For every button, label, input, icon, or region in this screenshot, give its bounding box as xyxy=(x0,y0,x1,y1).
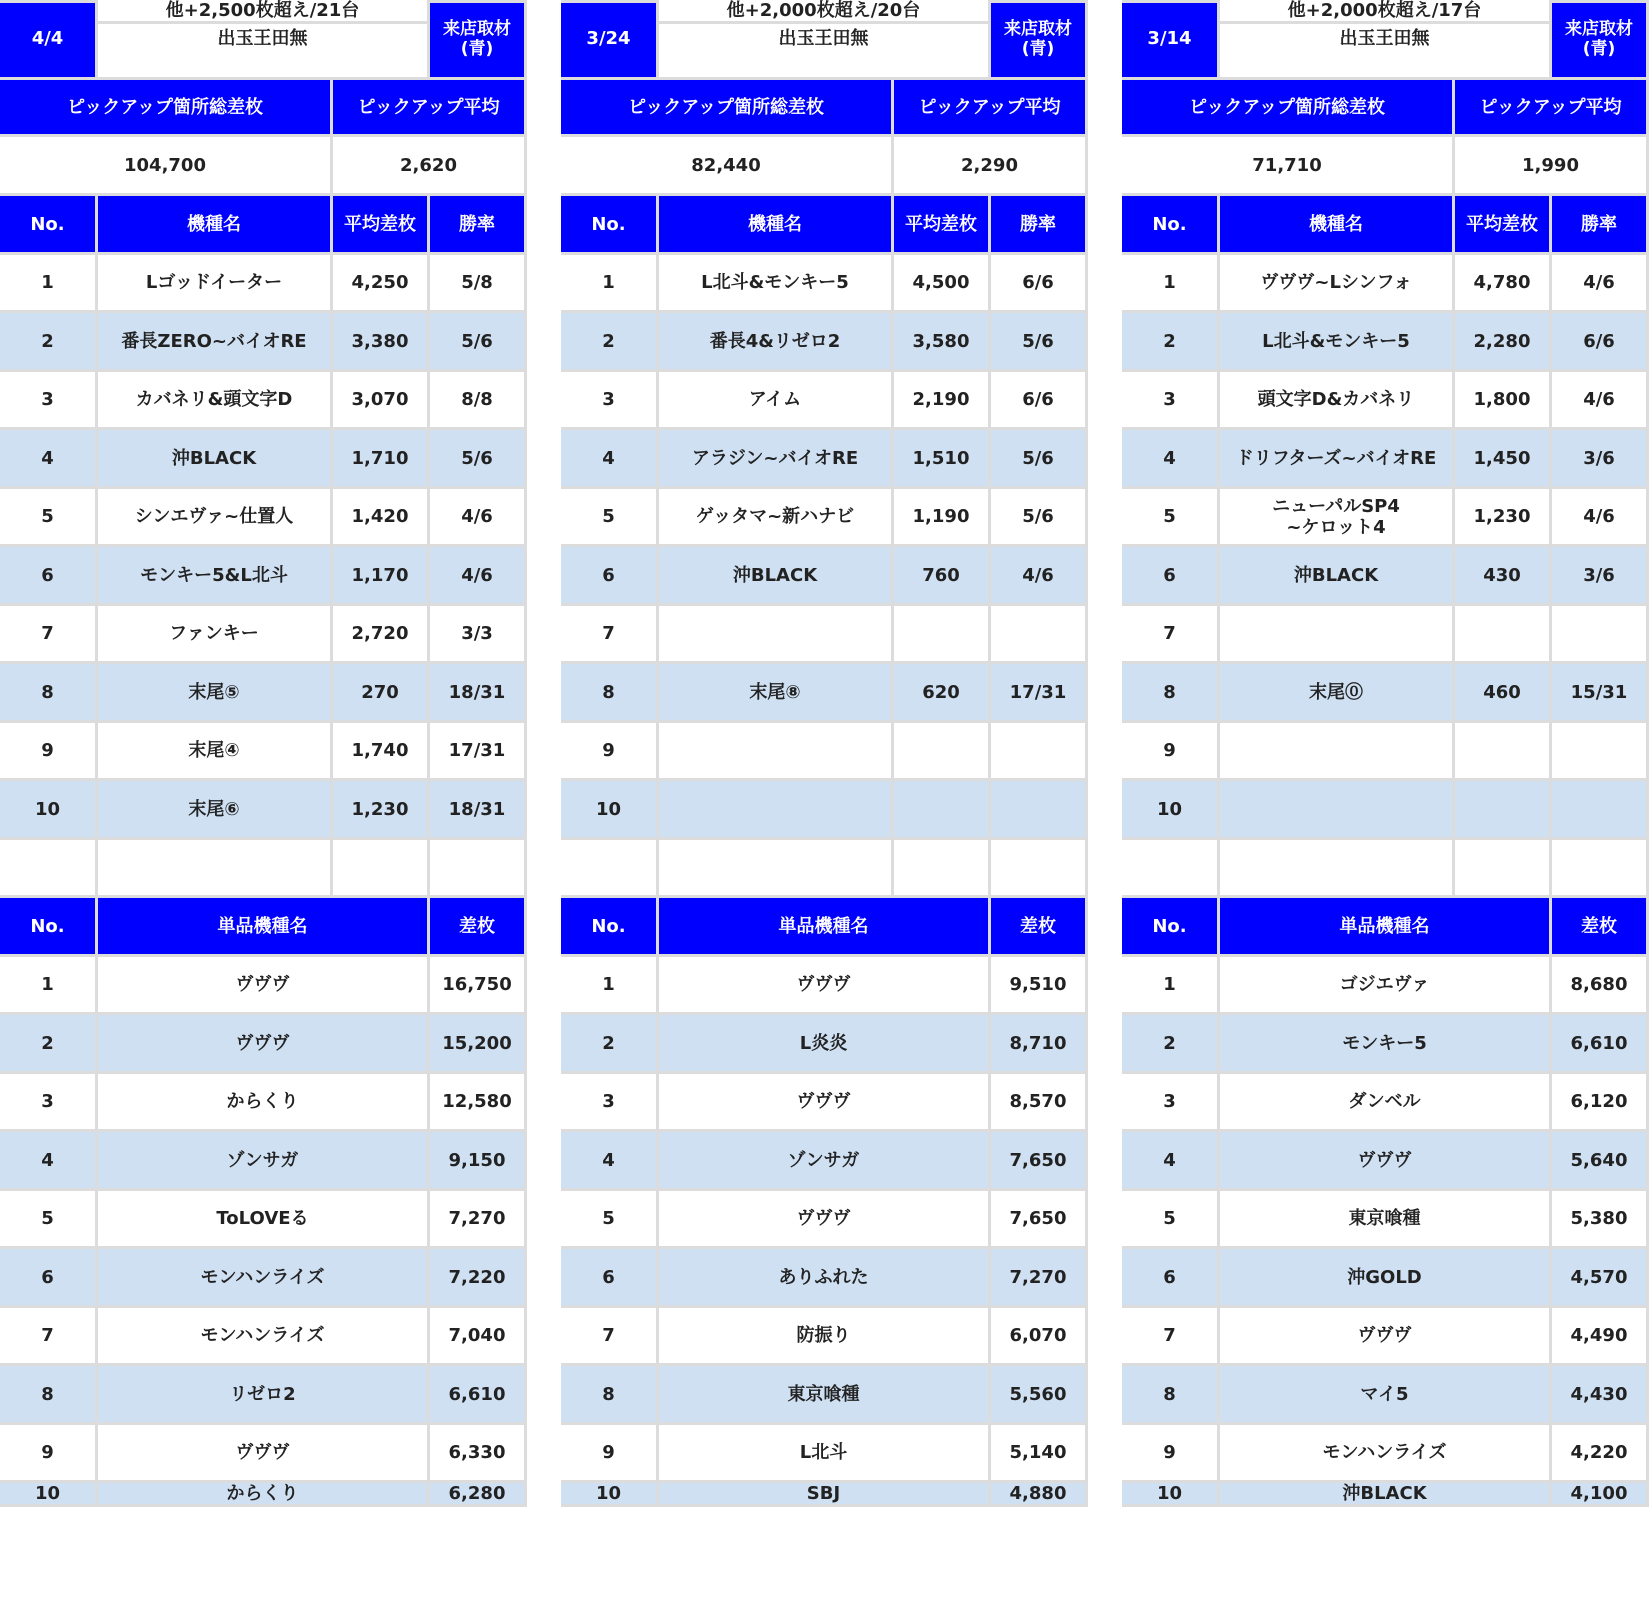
pickup-row-avg: 2,190 xyxy=(894,372,991,430)
pickup-row-avg: 1,510 xyxy=(894,430,991,489)
pickup-row-avg: 760 xyxy=(894,547,991,606)
pickup-row-no: 8 xyxy=(0,664,98,723)
col-header-model: 機種名 xyxy=(1220,196,1455,255)
pickup-row-no: 4 xyxy=(0,430,98,489)
col-header-no: No. xyxy=(561,196,659,255)
single-row-no: 6 xyxy=(0,1249,98,1308)
single-row-no: 1 xyxy=(1122,957,1220,1015)
blank-cell xyxy=(1455,840,1552,898)
pickup-row-rate: 18/31 xyxy=(430,781,527,840)
single-row-no: 2 xyxy=(0,1015,98,1074)
pickup-row-avg: 1,170 xyxy=(333,547,430,606)
col-header-win-rate: 勝率 xyxy=(991,196,1088,255)
footer-note: 他+2,000枚超え/20台 xyxy=(659,0,991,24)
single-row-diff: 6,070 xyxy=(991,1308,1088,1366)
blank-cell xyxy=(430,840,527,898)
single-row-diff: 6,280 xyxy=(430,1483,527,1507)
footer-blank xyxy=(1552,0,1649,3)
pickup-row-avg: 270 xyxy=(333,664,430,723)
pickup-row-no: 1 xyxy=(561,255,659,313)
single-row-model: マイ5 xyxy=(1220,1366,1552,1425)
pickup-row-no: 5 xyxy=(561,489,659,547)
blank-cell xyxy=(659,840,894,898)
pickup-row-model: カバネリ&頭文字D xyxy=(98,372,333,430)
single-row-no: 7 xyxy=(0,1308,98,1366)
pickup-row-rate: 4/6 xyxy=(991,547,1088,606)
single-row-diff: 5,640 xyxy=(1552,1132,1649,1191)
single-row-model: ヴヴヴ xyxy=(98,1425,430,1483)
single-row-no: 9 xyxy=(561,1425,659,1483)
pickup-row-model: 沖BLACK xyxy=(98,430,333,489)
pickup-row-model: L北斗&モンキー5 xyxy=(659,255,894,313)
single-row-no: 3 xyxy=(0,1074,98,1132)
pickup-row-model: モンキー5&L北斗 xyxy=(98,547,333,606)
pickup-row-model: 番長ZERO~バイオRE xyxy=(98,313,333,372)
pickup-row-avg: 2,720 xyxy=(333,606,430,664)
pickup-row-no: 9 xyxy=(561,723,659,781)
pickup-row-model xyxy=(1220,723,1455,781)
pickup-row-avg: 3,580 xyxy=(894,313,991,372)
single-header-diff: 差枚 xyxy=(1552,898,1649,957)
pickup-row-model: ファンキー xyxy=(98,606,333,664)
pickup-row-rate: 4/6 xyxy=(430,547,527,606)
pickup-row-avg xyxy=(1455,781,1552,840)
single-row-model: 東京喰種 xyxy=(1220,1191,1552,1249)
single-row-no: 10 xyxy=(0,1483,98,1507)
pickup-row-rate: 5/6 xyxy=(430,430,527,489)
pickup-row-rate: 4/6 xyxy=(1552,372,1649,430)
pickup-row-avg xyxy=(894,723,991,781)
single-row-diff: 6,610 xyxy=(1552,1015,1649,1074)
pickup-row-rate: 5/8 xyxy=(430,255,527,313)
pickup-row-no: 9 xyxy=(0,723,98,781)
single-header-diff: 差枚 xyxy=(991,898,1088,957)
single-row-no: 4 xyxy=(0,1132,98,1191)
pickup-row-model: ドリフターズ~バイオRE xyxy=(1220,430,1455,489)
single-row-diff: 16,750 xyxy=(430,957,527,1015)
col-header-win-rate: 勝率 xyxy=(1552,196,1649,255)
pickup-row-rate: 4/6 xyxy=(1552,489,1649,547)
pickup-row-avg: 1,800 xyxy=(1455,372,1552,430)
single-row-no: 1 xyxy=(0,957,98,1015)
pickup-row-rate: 5/6 xyxy=(991,430,1088,489)
pickup-row-no: 2 xyxy=(561,313,659,372)
report-panel xyxy=(0,0,532,1606)
col-header-avg-diff: 平均差枚 xyxy=(1455,196,1552,255)
pickup-row-model xyxy=(659,781,894,840)
pickup-avg-value: 2,620 xyxy=(333,137,527,196)
panel-date: 3/24 xyxy=(561,0,659,80)
single-row-model: ヴヴヴ xyxy=(659,957,991,1015)
pickup-row-no: 10 xyxy=(1122,781,1220,840)
single-row-diff: 7,650 xyxy=(991,1191,1088,1249)
pickup-row-avg: 1,450 xyxy=(1455,430,1552,489)
single-row-diff: 7,270 xyxy=(991,1249,1088,1308)
single-row-no: 8 xyxy=(561,1366,659,1425)
single-row-diff: 7,270 xyxy=(430,1191,527,1249)
single-row-no: 3 xyxy=(561,1074,659,1132)
pickup-row-avg xyxy=(894,781,991,840)
single-row-model: モンキー5 xyxy=(1220,1015,1552,1074)
pickup-row-avg: 4,250 xyxy=(333,255,430,313)
col-header-model: 機種名 xyxy=(98,196,333,255)
single-row-diff: 12,580 xyxy=(430,1074,527,1132)
blank-cell xyxy=(333,840,430,898)
pickup-row-avg: 460 xyxy=(1455,664,1552,723)
pickup-row-avg: 2,280 xyxy=(1455,313,1552,372)
pickup-row-avg xyxy=(1455,723,1552,781)
pickup-row-no: 5 xyxy=(1122,489,1220,547)
single-row-diff: 5,380 xyxy=(1552,1191,1649,1249)
single-header-no: No. xyxy=(1122,898,1220,957)
blank-cell xyxy=(98,840,333,898)
pickup-row-no: 10 xyxy=(561,781,659,840)
pickup-row-no: 1 xyxy=(0,255,98,313)
single-row-diff: 4,430 xyxy=(1552,1366,1649,1425)
pickup-total-value: 82,440 xyxy=(561,137,894,196)
pickup-row-rate: 18/31 xyxy=(430,664,527,723)
single-row-model: ゾンサガ xyxy=(659,1132,991,1191)
pickup-row-no: 8 xyxy=(1122,664,1220,723)
single-row-model: 沖BLACK xyxy=(1220,1483,1552,1507)
pickup-row-rate: 3/6 xyxy=(1552,547,1649,606)
pickup-row-avg: 430 xyxy=(1455,547,1552,606)
pickup-row-model: 頭文字D&カバネリ xyxy=(1220,372,1455,430)
single-row-diff: 6,120 xyxy=(1552,1074,1649,1132)
pickup-row-no: 7 xyxy=(1122,606,1220,664)
pickup-row-avg: 1,740 xyxy=(333,723,430,781)
single-row-no: 10 xyxy=(561,1483,659,1507)
store-name: 出玉王田無 xyxy=(98,0,430,80)
pickup-row-rate: 5/6 xyxy=(430,313,527,372)
single-row-diff: 4,490 xyxy=(1552,1308,1649,1366)
single-row-no: 5 xyxy=(0,1191,98,1249)
pickup-row-rate: 6/6 xyxy=(991,372,1088,430)
pickup-row-avg: 3,070 xyxy=(333,372,430,430)
col-header-no: No. xyxy=(0,196,98,255)
pickup-row-avg: 3,380 xyxy=(333,313,430,372)
pickup-row-no: 4 xyxy=(1122,430,1220,489)
single-row-diff: 6,330 xyxy=(430,1425,527,1483)
col-header-win-rate: 勝率 xyxy=(430,196,527,255)
pickup-row-model xyxy=(659,606,894,664)
single-row-model: ヴヴヴ xyxy=(98,1015,430,1074)
pickup-avg-header: ピックアップ平均 xyxy=(333,80,527,137)
single-row-diff: 4,570 xyxy=(1552,1249,1649,1308)
pickup-row-no: 8 xyxy=(561,664,659,723)
coverage-tag: 来店取材 (青) xyxy=(991,0,1088,80)
report-panel xyxy=(1122,0,1651,1606)
single-row-model: モンハンライズ xyxy=(1220,1425,1552,1483)
footer-blank xyxy=(1122,0,1220,3)
pickup-row-model xyxy=(659,723,894,781)
pickup-row-avg xyxy=(894,606,991,664)
single-row-model: 防振り xyxy=(659,1308,991,1366)
single-row-model: ToLOVEる xyxy=(98,1191,430,1249)
single-row-diff: 9,510 xyxy=(991,957,1088,1015)
single-header-diff: 差枚 xyxy=(430,898,527,957)
pickup-avg-header: ピックアップ平均 xyxy=(1455,80,1649,137)
panel-date: 4/4 xyxy=(0,0,98,80)
pickup-row-model: ヴヴヴ~Lシンフォ xyxy=(1220,255,1455,313)
pickup-row-model: 末尾⓪ xyxy=(1220,664,1455,723)
footer-note: 他+2,500枚超え/21台 xyxy=(98,0,430,24)
pickup-row-model: 末尾⑥ xyxy=(98,781,333,840)
pickup-row-model: 沖BLACK xyxy=(1220,547,1455,606)
col-header-avg-diff: 平均差枚 xyxy=(894,196,991,255)
single-row-no: 10 xyxy=(1122,1483,1220,1507)
pickup-row-rate: 17/31 xyxy=(430,723,527,781)
single-row-model: からくり xyxy=(98,1483,430,1507)
single-row-no: 5 xyxy=(1122,1191,1220,1249)
pickup-row-rate: 5/6 xyxy=(991,313,1088,372)
single-row-no: 2 xyxy=(561,1015,659,1074)
col-header-no: No. xyxy=(1122,196,1220,255)
pickup-row-model: 番長4&リゼロ2 xyxy=(659,313,894,372)
single-row-diff: 4,880 xyxy=(991,1483,1088,1507)
single-header-model: 単品機種名 xyxy=(1220,898,1552,957)
single-row-no: 7 xyxy=(1122,1308,1220,1366)
single-row-diff: 7,040 xyxy=(430,1308,527,1366)
single-row-model: ヴヴヴ xyxy=(659,1191,991,1249)
single-row-model: モンハンライズ xyxy=(98,1249,430,1308)
single-row-model: ヴヴヴ xyxy=(98,957,430,1015)
pickup-row-rate xyxy=(991,606,1088,664)
footer-blank xyxy=(991,0,1088,3)
single-row-diff: 7,650 xyxy=(991,1132,1088,1191)
pickup-row-no: 2 xyxy=(0,313,98,372)
pickup-row-no: 6 xyxy=(0,547,98,606)
col-header-avg-diff: 平均差枚 xyxy=(333,196,430,255)
panel-date: 3/14 xyxy=(1122,0,1220,80)
blank-cell xyxy=(1122,840,1220,898)
single-row-model: ヴヴヴ xyxy=(659,1074,991,1132)
blank-cell xyxy=(0,840,98,898)
single-row-no: 1 xyxy=(561,957,659,1015)
pickup-row-no: 3 xyxy=(1122,372,1220,430)
pickup-row-avg: 4,500 xyxy=(894,255,991,313)
pickup-row-no: 6 xyxy=(1122,547,1220,606)
pickup-row-avg: 1,420 xyxy=(333,489,430,547)
single-row-diff: 8,680 xyxy=(1552,957,1649,1015)
pickup-row-rate: 8/8 xyxy=(430,372,527,430)
store-name: 出玉王田無 xyxy=(659,0,991,80)
pickup-row-model: Lゴッドイーター xyxy=(98,255,333,313)
single-row-no: 6 xyxy=(1122,1249,1220,1308)
pickup-total-header: ピックアップ箇所総差枚 xyxy=(1122,80,1455,137)
pickup-row-rate: 4/6 xyxy=(1552,255,1649,313)
single-row-model: からくり xyxy=(98,1074,430,1132)
pickup-row-rate: 17/31 xyxy=(991,664,1088,723)
single-row-model: SBJ xyxy=(659,1483,991,1507)
pickup-row-avg: 1,190 xyxy=(894,489,991,547)
pickup-row-avg: 4,780 xyxy=(1455,255,1552,313)
pickup-row-no: 2 xyxy=(1122,313,1220,372)
single-row-no: 2 xyxy=(1122,1015,1220,1074)
single-row-no: 9 xyxy=(0,1425,98,1483)
single-row-model: モンハンライズ xyxy=(98,1308,430,1366)
single-row-no: 6 xyxy=(561,1249,659,1308)
single-row-model: ゾンサガ xyxy=(98,1132,430,1191)
pickup-row-rate xyxy=(1552,723,1649,781)
single-row-model: 沖GOLD xyxy=(1220,1249,1552,1308)
pickup-row-avg xyxy=(1455,606,1552,664)
blank-cell xyxy=(561,840,659,898)
pickup-row-rate xyxy=(991,781,1088,840)
pickup-total-header: ピックアップ箇所総差枚 xyxy=(561,80,894,137)
single-row-model: ヴヴヴ xyxy=(1220,1132,1552,1191)
single-row-no: 9 xyxy=(1122,1425,1220,1483)
pickup-row-model: 末尾④ xyxy=(98,723,333,781)
blank-cell xyxy=(894,840,991,898)
single-row-model: ありふれた xyxy=(659,1249,991,1308)
single-header-no: No. xyxy=(0,898,98,957)
pickup-row-model: 末尾⑧ xyxy=(659,664,894,723)
single-row-no: 4 xyxy=(561,1132,659,1191)
pickup-row-no: 3 xyxy=(0,372,98,430)
pickup-row-rate xyxy=(1552,781,1649,840)
pickup-row-no: 7 xyxy=(561,606,659,664)
pickup-row-rate: 4/6 xyxy=(430,489,527,547)
footer-blank xyxy=(430,0,527,3)
pickup-row-model: 末尾⑤ xyxy=(98,664,333,723)
pickup-row-model xyxy=(1220,606,1455,664)
pickup-total-value: 104,700 xyxy=(0,137,333,196)
pickup-row-no: 5 xyxy=(0,489,98,547)
pickup-total-value: 71,710 xyxy=(1122,137,1455,196)
pickup-row-model: ニューパルSP4 ~ケロット4 xyxy=(1220,489,1455,547)
single-row-diff: 8,710 xyxy=(991,1015,1088,1074)
single-header-model: 単品機種名 xyxy=(659,898,991,957)
coverage-tag: 来店取材 (青) xyxy=(430,0,527,80)
col-header-model: 機種名 xyxy=(659,196,894,255)
single-row-model: ヴヴヴ xyxy=(1220,1308,1552,1366)
pickup-row-avg: 620 xyxy=(894,664,991,723)
pickup-row-model: 沖BLACK xyxy=(659,547,894,606)
single-row-model: ダンベル xyxy=(1220,1074,1552,1132)
pickup-row-no: 9 xyxy=(1122,723,1220,781)
single-row-model: L炎炎 xyxy=(659,1015,991,1074)
single-row-diff: 4,220 xyxy=(1552,1425,1649,1483)
blank-cell xyxy=(991,840,1088,898)
single-row-diff: 5,140 xyxy=(991,1425,1088,1483)
coverage-tag: 来店取材 (青) xyxy=(1552,0,1649,80)
pickup-row-avg: 1,230 xyxy=(333,781,430,840)
single-row-no: 7 xyxy=(561,1308,659,1366)
single-row-no: 4 xyxy=(1122,1132,1220,1191)
pickup-row-rate: 5/6 xyxy=(991,489,1088,547)
pickup-row-no: 4 xyxy=(561,430,659,489)
single-row-diff: 5,560 xyxy=(991,1366,1088,1425)
pickup-avg-value: 2,290 xyxy=(894,137,1088,196)
pickup-row-rate: 3/3 xyxy=(430,606,527,664)
pickup-row-avg: 1,710 xyxy=(333,430,430,489)
footer-blank xyxy=(561,0,659,3)
pickup-avg-header: ピックアップ平均 xyxy=(894,80,1088,137)
single-row-model: ゴジエヴァ xyxy=(1220,957,1552,1015)
pickup-row-rate: 6/6 xyxy=(991,255,1088,313)
single-header-model: 単品機種名 xyxy=(98,898,430,957)
pickup-avg-value: 1,990 xyxy=(1455,137,1649,196)
pickup-row-model: アラジン~バイオRE xyxy=(659,430,894,489)
pickup-row-rate: 15/31 xyxy=(1552,664,1649,723)
pickup-row-model: アイム xyxy=(659,372,894,430)
pickup-row-no: 3 xyxy=(561,372,659,430)
single-row-no: 3 xyxy=(1122,1074,1220,1132)
pickup-row-no: 7 xyxy=(0,606,98,664)
pickup-row-model xyxy=(1220,781,1455,840)
pickup-row-model: L北斗&モンキー5 xyxy=(1220,313,1455,372)
single-row-diff: 4,100 xyxy=(1552,1483,1649,1507)
single-row-model: リゼロ2 xyxy=(98,1366,430,1425)
single-row-diff: 15,200 xyxy=(430,1015,527,1074)
store-name: 出玉王田無 xyxy=(1220,0,1552,80)
pickup-row-rate: 6/6 xyxy=(1552,313,1649,372)
single-row-no: 5 xyxy=(561,1191,659,1249)
single-header-no: No. xyxy=(561,898,659,957)
pickup-row-no: 1 xyxy=(1122,255,1220,313)
single-row-diff: 9,150 xyxy=(430,1132,527,1191)
single-row-diff: 6,610 xyxy=(430,1366,527,1425)
pickup-total-header: ピックアップ箇所総差枚 xyxy=(0,80,333,137)
single-row-no: 8 xyxy=(1122,1366,1220,1425)
pickup-row-rate xyxy=(1552,606,1649,664)
pickup-row-model: ゲッタマ~新ハナビ xyxy=(659,489,894,547)
pickup-row-model: シンエヴァ~仕置人 xyxy=(98,489,333,547)
single-row-model: L北斗 xyxy=(659,1425,991,1483)
pickup-row-avg: 1,230 xyxy=(1455,489,1552,547)
blank-cell xyxy=(1552,840,1649,898)
pickup-row-rate: 3/6 xyxy=(1552,430,1649,489)
report-panel xyxy=(561,0,1093,1606)
pickup-row-no: 6 xyxy=(561,547,659,606)
single-row-no: 8 xyxy=(0,1366,98,1425)
single-row-diff: 7,220 xyxy=(430,1249,527,1308)
single-row-model: 東京喰種 xyxy=(659,1366,991,1425)
blank-cell xyxy=(1220,840,1455,898)
pickup-row-no: 10 xyxy=(0,781,98,840)
footer-note: 他+2,000枚超え/17台 xyxy=(1220,0,1552,24)
pickup-row-rate xyxy=(991,723,1088,781)
footer-blank xyxy=(0,0,98,3)
single-row-diff: 8,570 xyxy=(991,1074,1088,1132)
